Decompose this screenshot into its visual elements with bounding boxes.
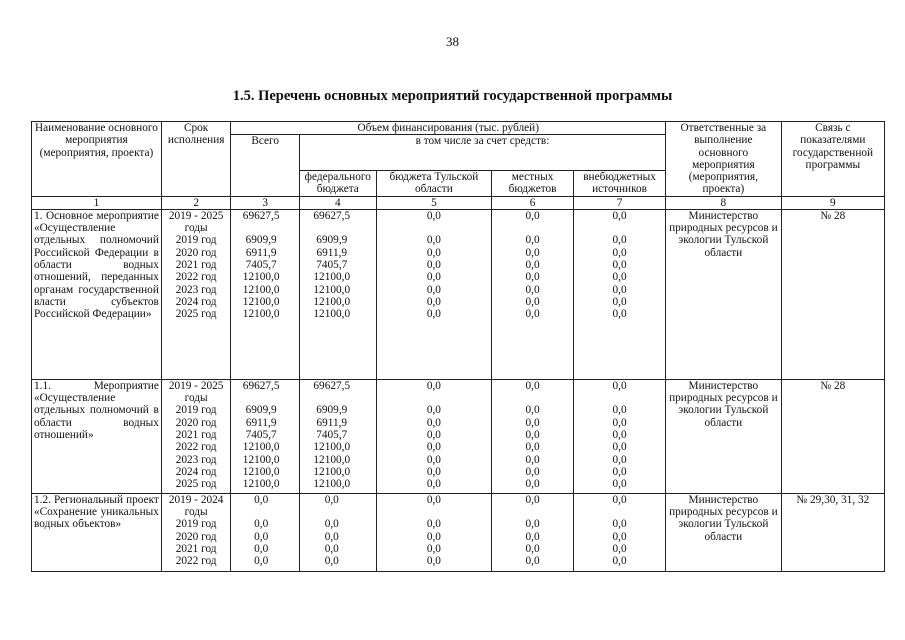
federal-cell-value: 6909,9 bbox=[316, 234, 348, 247]
regional-cell-value: 0,0 bbox=[426, 555, 441, 568]
term-value: 2023 год bbox=[175, 283, 217, 296]
link-cell: № 29,30, 31, 32 bbox=[781, 493, 884, 571]
column-number: 1 bbox=[32, 196, 162, 209]
extra-cell-value: 0,0 bbox=[612, 555, 627, 568]
federal-cell-value: 12100,0 bbox=[313, 283, 351, 296]
regional-cell-value: 0,0 bbox=[426, 441, 441, 454]
local-cell-value: 0,0 bbox=[525, 518, 540, 531]
total-cell-value: 69627,5 bbox=[242, 379, 280, 392]
header-total: Всего bbox=[231, 135, 300, 196]
spacer bbox=[494, 222, 571, 234]
column-number: 7 bbox=[573, 196, 665, 209]
local-cell-value: 0,0 bbox=[525, 404, 540, 417]
extra-cell-value: 0,0 bbox=[612, 530, 627, 543]
extra-cell-value: 0,0 bbox=[612, 478, 627, 491]
federal-cell-value: 12100,0 bbox=[313, 295, 351, 308]
total-cell-value: 69627,5 bbox=[242, 209, 280, 222]
regional-cell-value: 0,0 bbox=[426, 416, 441, 429]
spacer bbox=[494, 506, 571, 518]
total-cell bbox=[231, 209, 300, 379]
header-including: в том числе за счет средств: bbox=[299, 135, 665, 171]
total-cell-value: 12100,0 bbox=[242, 453, 280, 466]
responsible-cell: Министерство природных ресурсов и экологии Тульской области bbox=[666, 379, 782, 493]
regional-cell-value: 0,0 bbox=[426, 428, 441, 441]
total-cell-value: 0,0 bbox=[254, 530, 269, 543]
federal-cell-value: 12100,0 bbox=[313, 453, 351, 466]
regional-cell-value: 0,0 bbox=[426, 209, 441, 222]
term-value: 2019 - 2024 годы bbox=[168, 493, 224, 519]
extra-cell-value: 0,0 bbox=[612, 258, 627, 271]
total-cell-value: 6909,9 bbox=[245, 404, 277, 417]
federal-cell-value: 12100,0 bbox=[313, 271, 351, 284]
term-value: 2024 год bbox=[175, 295, 217, 308]
regional-cell bbox=[376, 379, 492, 493]
federal-cell-value: 12100,0 bbox=[313, 465, 351, 478]
local-cell-value: 0,0 bbox=[525, 271, 540, 284]
regional-cell-value: 0,0 bbox=[426, 234, 441, 247]
activity-name: 1.1. Мероприятие «Осуществление отдельных полномочий в области водных отношений» bbox=[32, 379, 162, 493]
total-cell bbox=[231, 379, 300, 493]
header-local: местных бюджетов bbox=[492, 171, 574, 197]
regional-cell-value: 0,0 bbox=[426, 518, 441, 531]
header-responsible: Ответственные за выполнение основного мероприятия (мероприятия, проекта) bbox=[666, 122, 782, 197]
term-cell bbox=[161, 493, 231, 571]
local-cell-value: 0,0 bbox=[525, 530, 540, 543]
local-cell-value: 0,0 bbox=[525, 453, 540, 466]
term-value: 2025 год bbox=[175, 308, 217, 321]
regional-cell-value: 0,0 bbox=[426, 530, 441, 543]
total-cell-value: 7405,7 bbox=[245, 428, 277, 441]
extra-cell-value: 0,0 bbox=[612, 416, 627, 429]
term-value: 2021 год bbox=[175, 542, 217, 555]
extra-cell-value: 0,0 bbox=[612, 283, 627, 296]
local-cell bbox=[492, 209, 574, 379]
column-numbers-row bbox=[32, 196, 885, 209]
spacer bbox=[379, 392, 490, 404]
regional-cell-value: 0,0 bbox=[426, 465, 441, 478]
responsible-cell: Министерство природных ресурсов и экологии Тульской области bbox=[666, 209, 782, 379]
federal-cell-value: 12100,0 bbox=[313, 441, 351, 454]
term-value: 2019 год bbox=[175, 234, 217, 247]
spacer bbox=[379, 506, 490, 518]
total-cell-value: 7405,7 bbox=[245, 258, 277, 271]
total-cell-value: 6909,9 bbox=[245, 234, 277, 247]
federal-cell-value: 0,0 bbox=[324, 555, 339, 568]
federal-cell bbox=[299, 493, 376, 571]
federal-cell bbox=[299, 379, 376, 493]
local-cell-value: 0,0 bbox=[525, 493, 540, 506]
term-value: 2019 - 2025 годы bbox=[168, 209, 224, 235]
activity-name: 1.2. Региональный проект «Сохранение уникальных водных объектов» bbox=[32, 493, 162, 571]
local-cell-value: 0,0 bbox=[525, 465, 540, 478]
extra-cell-value: 0,0 bbox=[612, 295, 627, 308]
spacer bbox=[302, 222, 362, 234]
total-cell-value: 6911,9 bbox=[245, 416, 277, 429]
federal-cell-value: 0,0 bbox=[324, 518, 339, 531]
column-number: 2 bbox=[161, 196, 231, 209]
regional-cell-value: 0,0 bbox=[426, 478, 441, 491]
regional-cell-value: 0,0 bbox=[426, 404, 441, 417]
term-value: 2025 год bbox=[175, 478, 217, 491]
header-extra: внебюджетных источников bbox=[573, 171, 665, 197]
regional-cell-value: 0,0 bbox=[426, 308, 441, 321]
local-cell-value: 0,0 bbox=[525, 209, 540, 222]
local-cell-value: 0,0 bbox=[525, 246, 540, 259]
header-term: Срок исполнения bbox=[161, 122, 231, 197]
spacer bbox=[576, 392, 663, 404]
spacer bbox=[379, 222, 490, 234]
local-cell-value: 0,0 bbox=[525, 542, 540, 555]
regional-cell bbox=[376, 493, 492, 571]
federal-cell-value: 6911,9 bbox=[316, 416, 348, 429]
spacer bbox=[302, 392, 362, 404]
total-cell-value: 12100,0 bbox=[242, 478, 280, 491]
term-value: 2022 год bbox=[175, 441, 217, 454]
extra-cell-value: 0,0 bbox=[612, 441, 627, 454]
table-row bbox=[32, 209, 885, 379]
activity-name: 1. Основное мероприятие «Осуществление отдельных полномочий Российской Федерации в области водных отношений, переданных органам государственной власти субъектов Российской Федерации» bbox=[32, 209, 162, 379]
extra-cell bbox=[573, 209, 665, 379]
regional-cell-value: 0,0 bbox=[426, 493, 441, 506]
header-link: Связь с показателями государственной программы bbox=[781, 122, 884, 197]
extra-cell-value: 0,0 bbox=[612, 518, 627, 531]
responsible-cell: Министерство природных ресурсов и экологии Тульской области bbox=[666, 493, 782, 571]
extra-cell-value: 0,0 bbox=[612, 379, 627, 392]
regional-cell-value: 0,0 bbox=[426, 379, 441, 392]
column-number: 4 bbox=[299, 196, 376, 209]
term-value: 2024 год bbox=[175, 465, 217, 478]
extra-cell-value: 0,0 bbox=[612, 428, 627, 441]
term-value: 2023 год bbox=[175, 453, 217, 466]
total-cell-value: 6911,9 bbox=[245, 246, 277, 259]
link-cell: № 28 bbox=[781, 209, 884, 379]
total-cell-value: 12100,0 bbox=[242, 283, 280, 296]
column-number: 9 bbox=[781, 196, 884, 209]
table-header bbox=[32, 122, 885, 210]
federal-cell bbox=[299, 209, 376, 379]
federal-cell-value: 12100,0 bbox=[313, 478, 351, 491]
table-body bbox=[32, 209, 885, 571]
federal-cell-value: 0,0 bbox=[324, 493, 339, 506]
regional-cell-value: 0,0 bbox=[426, 271, 441, 284]
total-cell-value: 0,0 bbox=[254, 518, 269, 531]
term-value: 2020 год bbox=[175, 416, 217, 429]
local-cell-value: 0,0 bbox=[525, 234, 540, 247]
header-federal: федерального бюджета bbox=[299, 171, 376, 197]
extra-cell-value: 0,0 bbox=[612, 234, 627, 247]
regional-cell-value: 0,0 bbox=[426, 295, 441, 308]
header-name: Наименование основного мероприятия (мероприятия, проекта) bbox=[32, 122, 162, 197]
extra-cell-value: 0,0 bbox=[612, 271, 627, 284]
local-cell-value: 0,0 bbox=[525, 428, 540, 441]
local-cell-value: 0,0 bbox=[525, 416, 540, 429]
regional-cell-value: 0,0 bbox=[426, 283, 441, 296]
activities-table bbox=[31, 121, 885, 572]
page-number: 38 bbox=[446, 34, 459, 49]
regional-cell-value: 0,0 bbox=[426, 453, 441, 466]
local-cell-value: 0,0 bbox=[525, 258, 540, 271]
local-cell-value: 0,0 bbox=[525, 308, 540, 321]
extra-cell-value: 0,0 bbox=[612, 465, 627, 478]
total-cell-value: 12100,0 bbox=[242, 308, 280, 321]
extra-cell bbox=[573, 379, 665, 493]
term-cell bbox=[161, 209, 231, 379]
term-value: 2020 год bbox=[175, 530, 217, 543]
term-value: 2019 год bbox=[175, 518, 217, 531]
federal-cell-value: 69627,5 bbox=[313, 379, 351, 392]
term-value: 2022 год bbox=[175, 271, 217, 284]
column-number: 8 bbox=[666, 196, 782, 209]
extra-cell-value: 0,0 bbox=[612, 246, 627, 259]
total-cell bbox=[231, 493, 300, 571]
total-cell-value: 0,0 bbox=[254, 493, 269, 506]
federal-cell-value: 7405,7 bbox=[316, 258, 348, 271]
header-regional: бюджета Тульской области bbox=[376, 171, 492, 197]
federal-cell-value: 6911,9 bbox=[316, 246, 348, 259]
total-cell-value: 12100,0 bbox=[242, 295, 280, 308]
extra-cell-value: 0,0 bbox=[612, 493, 627, 506]
local-cell-value: 0,0 bbox=[525, 478, 540, 491]
spacer bbox=[494, 392, 571, 404]
local-cell-value: 0,0 bbox=[525, 379, 540, 392]
total-cell-value: 0,0 bbox=[254, 555, 269, 568]
spacer bbox=[576, 506, 663, 518]
regional-cell bbox=[376, 209, 492, 379]
spacer bbox=[302, 506, 362, 518]
column-number: 5 bbox=[376, 196, 492, 209]
federal-cell-value: 12100,0 bbox=[313, 308, 351, 321]
term-value: 2019 - 2025 годы bbox=[168, 379, 224, 405]
federal-cell-value: 69627,5 bbox=[313, 209, 351, 222]
table-row bbox=[32, 493, 885, 571]
federal-cell-value: 0,0 bbox=[324, 530, 339, 543]
local-cell-value: 0,0 bbox=[525, 555, 540, 568]
link-cell: № 28 bbox=[781, 379, 884, 493]
federal-cell-value: 0,0 bbox=[324, 542, 339, 555]
term-cell bbox=[161, 379, 231, 493]
extra-cell-value: 0,0 bbox=[612, 542, 627, 555]
spacer bbox=[233, 506, 289, 518]
term-value: 2022 год bbox=[175, 555, 217, 568]
extra-cell-value: 0,0 bbox=[612, 404, 627, 417]
term-value: 2021 год bbox=[175, 428, 217, 441]
total-cell-value: 12100,0 bbox=[242, 441, 280, 454]
local-cell bbox=[492, 379, 574, 493]
column-number: 3 bbox=[231, 196, 300, 209]
term-value: 2020 год bbox=[175, 246, 217, 259]
regional-cell-value: 0,0 bbox=[426, 246, 441, 259]
federal-cell-value: 6909,9 bbox=[316, 404, 348, 417]
column-number: 6 bbox=[492, 196, 574, 209]
spacer bbox=[233, 222, 289, 234]
local-cell-value: 0,0 bbox=[525, 441, 540, 454]
document-title: 1.5. Перечень основных мероприятий государственной программы bbox=[232, 88, 673, 104]
extra-cell-value: 0,0 bbox=[612, 308, 627, 321]
term-value: 2021 год bbox=[175, 258, 217, 271]
regional-cell-value: 0,0 bbox=[426, 258, 441, 271]
regional-cell-value: 0,0 bbox=[426, 542, 441, 555]
total-cell-value: 0,0 bbox=[254, 542, 269, 555]
table-row bbox=[32, 379, 885, 493]
total-cell-value: 12100,0 bbox=[242, 465, 280, 478]
spacer bbox=[233, 392, 289, 404]
local-cell-value: 0,0 bbox=[525, 283, 540, 296]
local-cell-value: 0,0 bbox=[525, 295, 540, 308]
spacer bbox=[576, 222, 663, 234]
extra-cell-value: 0,0 bbox=[612, 453, 627, 466]
header-funding: Объем финансирования (тыс. рублей) bbox=[231, 122, 666, 135]
federal-cell-value: 7405,7 bbox=[316, 428, 348, 441]
extra-cell bbox=[573, 493, 665, 571]
local-cell bbox=[492, 493, 574, 571]
total-cell-value: 12100,0 bbox=[242, 271, 280, 284]
term-value: 2019 год bbox=[175, 404, 217, 417]
extra-cell-value: 0,0 bbox=[612, 209, 627, 222]
